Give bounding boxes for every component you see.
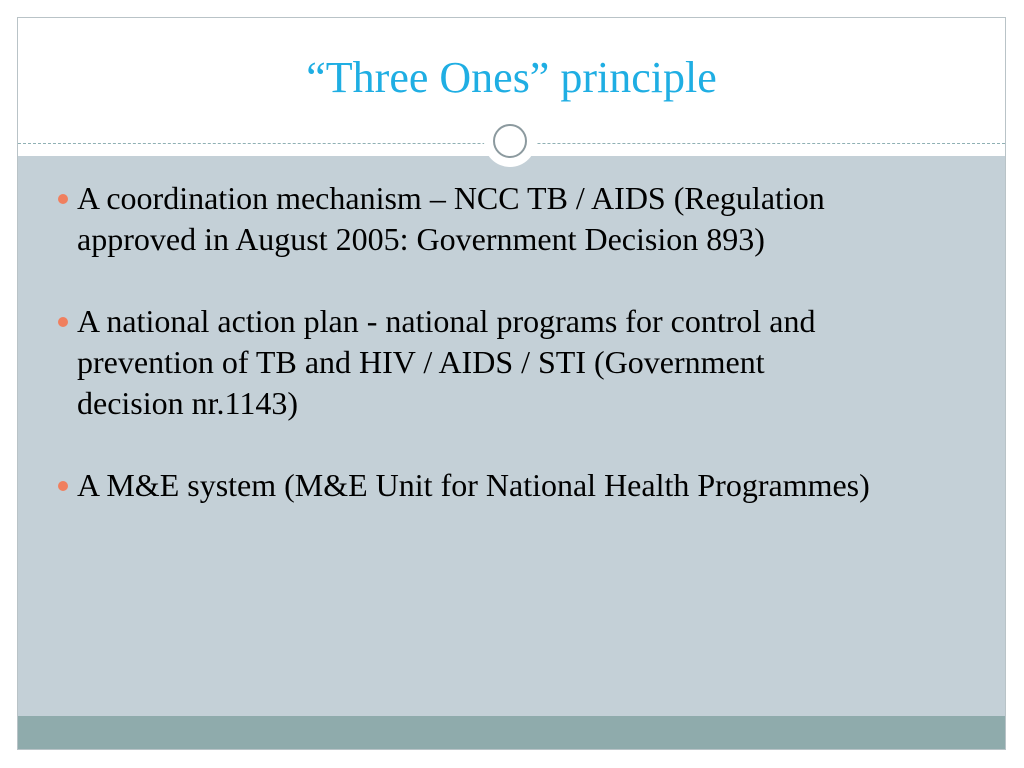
bullet-item (58, 465, 878, 506)
bullet-text: A national action plan - national programs for control and prevention of TB and HIV / AIDS / STI (Government decision nr.1143) (77, 303, 816, 421)
ring-inner (493, 124, 527, 158)
bullet-item (58, 178, 878, 260)
bullet-item (58, 301, 878, 424)
slide (17, 17, 1006, 750)
bullet-dot-icon (58, 317, 68, 327)
ring-ornament-icon (484, 115, 536, 167)
footer-bar (18, 716, 1005, 750)
bullet-text: A M&E system (M&E Unit for National Health Programmes) (77, 467, 870, 503)
bullet-list (58, 178, 878, 547)
bullet-dot-icon (58, 481, 68, 491)
slide-title: “Three Ones” principle (306, 53, 717, 102)
bullet-text: A coordination mechanism – NCC TB / AIDS (Regulation approved in August 2005: Government Decision 893) (77, 180, 825, 257)
bullet-dot-icon (58, 194, 68, 204)
